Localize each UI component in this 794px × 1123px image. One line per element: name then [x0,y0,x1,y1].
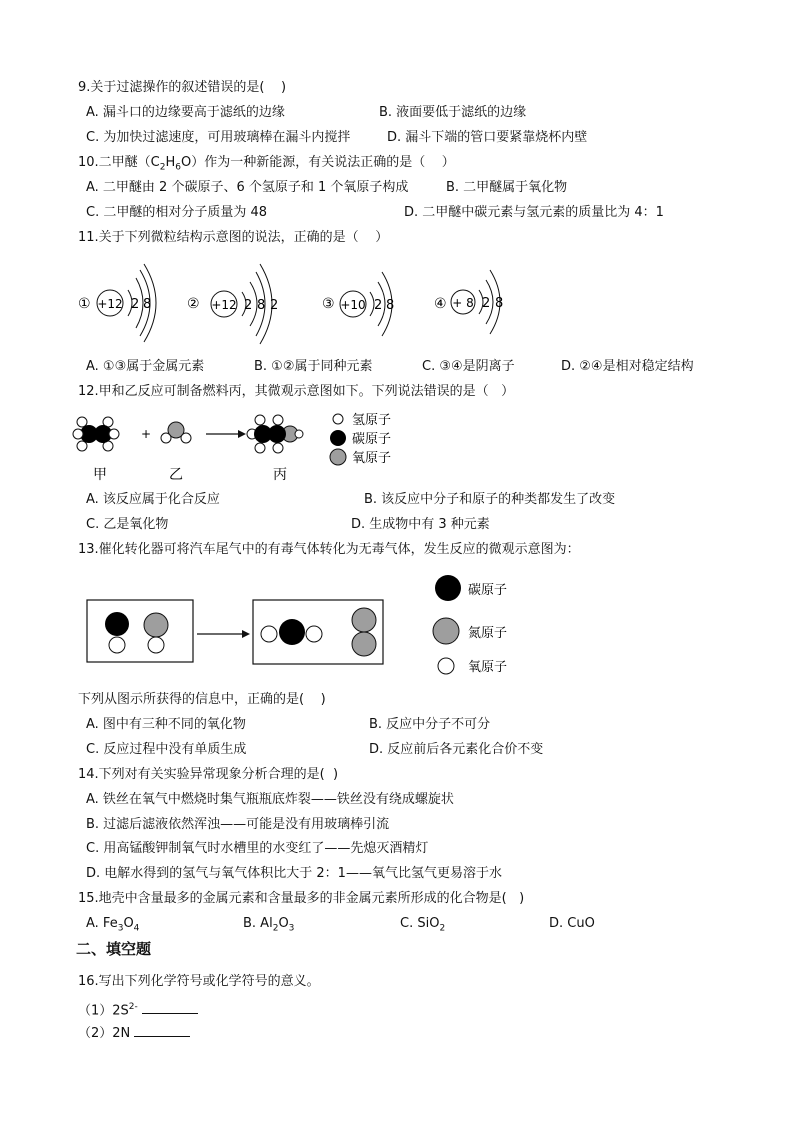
q15-option-a: A. $Fe_3O_4$ [86,916,140,934]
q12-legend [330,413,391,466]
legend-carbon-13: 碳原子 [468,583,508,598]
legend-carbon-swatch [435,575,461,601]
legend-carbon: 碳原子 [352,432,392,447]
reactant-box [87,600,193,662]
co2-carbon [279,619,305,645]
q11-stem: 11.关于下列微粒结构示意图的说法，正确的是（ ） [78,230,389,245]
legend-hydrogen: 氢原子 [352,413,392,428]
answer-blank-1[interactable] [142,1000,198,1014]
q15-stem: 15.地壳中含量最多的金属元素和含量最多的非金属元素所形成的化合物是( ) [78,891,525,906]
q14-option-c: C. 用高锰酸钾制氧气时水槽里的水变红了——先熄灭酒精灯 [86,841,429,856]
label-bing: 丙 [273,467,287,483]
diagram-4-shell-2: 8 [495,296,504,311]
molecule-bing [247,415,303,453]
plus-sign: + [141,427,152,441]
q11-option-b: B. ①②属于同种元素 [254,359,373,374]
q13-stem: 13.催化转化器可将汽车尾气中的有毒气体转化为无毒气体，发生反应的微观示意图为： [78,542,580,557]
q14-option-d: D. 电解水得到的氢气与氧气体积比大于 2：1——氧气比氢气更易溶于水 [86,866,502,881]
co2-oxygen-left [261,626,277,642]
q11-option-d: D. ②④是相对稳定结构 [561,359,694,374]
q15-option-b: B. $Al_2O_3$ [243,916,295,934]
diagram-3-shell-1: 2 [374,298,383,313]
molecule-jia [73,417,119,451]
diagram-2-shell-3: 2 [270,298,279,313]
q11-atom-diagrams [70,258,530,348]
label-yi: 乙 [169,467,183,483]
n2-bottom [352,632,376,656]
q13-option-c: C. 反应过程中没有单质生成 [86,742,247,757]
answer-blank-2[interactable] [134,1023,190,1037]
diagram-3-shell-2: 8 [386,298,395,313]
q12-stem: 12.甲和乙反应可制备燃料丙，其微观示意图如下。下列说法错误的是（ ） [78,384,515,399]
q10-option-d: D. 二甲醚中碳元素与氢元素的质量比为 4：1 [404,205,664,220]
diagram-1-nucleus: +12 [97,297,123,311]
atom-diagram-3 [322,272,394,336]
label-jia: 甲 [93,467,107,483]
co-carbon [105,612,129,636]
q15-option-c: C. SiO$_2$ [400,916,446,934]
atom-diagram-1 [78,264,156,342]
q16-part-2: （2）2N [78,1023,190,1043]
q12-option-b: B. 该反应中分子和原子的种类都发生了改变 [364,492,616,507]
diagram-4-shell-1: 2 [482,296,491,311]
diagram-2-shell-2: 8 [257,298,266,313]
q13-prompt: 下列从图示所获得的信息中，正确的是( ) [78,692,326,707]
q13-option-b: B. 反应中分子不可分 [369,717,491,732]
q13-option-a: A. 图中有三种不同的氧化物 [86,717,246,732]
no-nitrogen [144,613,168,637]
q16-stem: 16.写出下列化学符号或化学符号的意义。 [78,974,320,989]
diagram-2-shell-1: 2 [244,298,253,313]
q9-stem: 9.关于过滤操作的叙述错误的是( ) [78,80,287,95]
q12-molecule-diagram [72,406,432,486]
n2-top [352,608,376,632]
diagram-1-shell-1: 2 [131,297,140,312]
q14-option-b: B. 过滤后滤液依然浑浊——可能是没有用玻璃棒引流 [86,817,390,832]
diagram-3-label: ③ [322,296,335,312]
legend-nitrogen-swatch [433,618,459,644]
q9-option-b: B. 液面要低于滤纸的边缘 [379,105,527,120]
q13-option-d: D. 反应前后各元素化合价不变 [369,742,544,757]
diagram-2-label: ② [187,296,200,312]
q14-stem: 14.下列对有关实验异常现象分析合理的是( ) [78,767,339,782]
q12-option-d: D. 生成物中有 3 种元素 [351,517,490,532]
molecule-yi [161,422,191,443]
legend-oxygen-13: 氧原子 [468,660,508,675]
diagram-3-nucleus: +10 [340,298,366,312]
q12-option-c: C. 乙是氧化物 [86,517,169,532]
q14-option-a: A. 铁丝在氧气中燃烧时集气瓶瓶底炸裂——铁丝没有绕成螺旋状 [86,792,454,807]
q15-option-d: D. CuO [549,916,595,931]
diagram-1-label: ① [78,296,91,312]
atom-diagram-2 [187,264,278,344]
section-title-fill-in: 二、填空题 [76,940,152,958]
diagram-4-label: ④ [434,296,447,312]
q16-part-1: $(1)2S^{2-}$ [78,998,198,1020]
q12-option-a: A. 该反应属于化合反应 [86,492,220,507]
q11-option-a: A. ①③属于金属元素 [86,359,205,374]
legend-oxygen-swatch [438,658,454,674]
diagram-4-nucleus: + 8 [452,296,474,310]
legend-oxygen: 氧原子 [352,451,392,466]
q11-option-c: C. ③④是阴离子 [422,359,515,374]
diagram-2-nucleus: +12 [211,298,237,312]
q10-option-b: B. 二甲醚属于氧化物 [446,180,568,195]
q13-reaction-diagram [84,570,534,682]
q9-option-d: D. 漏斗下端的管口要紧靠烧杯内壁 [387,130,588,145]
q9-option-c: C. 为加快过滤速度，可用玻璃棒在漏斗内搅拌 [86,130,351,145]
diagram-1-shell-2: 8 [143,297,152,312]
q10-option-c: C. 二甲醚的相对分子质量为 48 [86,205,268,220]
q9-option-a: A. 漏斗口的边缘要高于滤纸的边缘 [86,105,285,120]
co2-oxygen-right [306,626,322,642]
q10-option-a: A. 二甲醚由 2 个碳原子、6 个氢原子和 1 个氧原子构成 [86,180,409,195]
atom-diagram-4 [434,270,503,334]
legend-nitrogen-13: 氮原子 [468,626,508,641]
q10-stem: 10.二甲醚$(C_2H_6O)$作为一种新能源，有关说法正确的是（ ） [78,155,455,173]
no-oxygen [148,637,164,653]
co-oxygen [109,637,125,653]
